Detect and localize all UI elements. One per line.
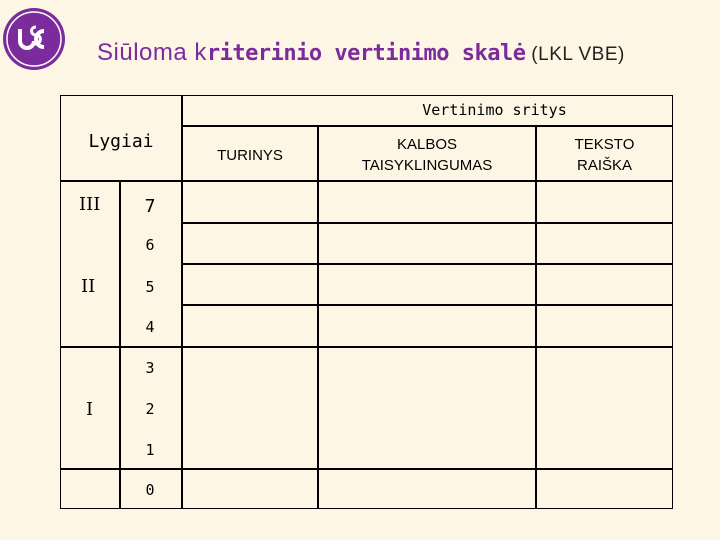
- grid-line: [181, 304, 672, 306]
- score-label: 3: [145, 359, 155, 377]
- score-label: 2: [145, 400, 155, 418]
- usc-logo-icon: [0, 5, 68, 73]
- levels-header: Lygiai: [88, 131, 154, 152]
- score-label: 7: [144, 196, 156, 217]
- level-label: III: [79, 194, 101, 215]
- column-header: KALBOS TAISYKLINGUMAS: [361, 136, 493, 174]
- column-header: TEKSTO RAIŠKA: [574, 136, 635, 174]
- title-part-3: (LKL VBE): [525, 44, 625, 65]
- level-label: I: [86, 399, 94, 420]
- grid-line: [181, 125, 672, 127]
- grid-line: [181, 263, 672, 265]
- header-group: Vertinimo sritys: [422, 101, 567, 119]
- column-header: TURINYS: [217, 147, 283, 164]
- grid-line: [317, 125, 319, 508]
- grid-line: [181, 222, 672, 224]
- level-label: II: [81, 276, 96, 297]
- score-label: 5: [145, 278, 155, 296]
- score-label: 6: [145, 236, 155, 254]
- score-label: 0: [145, 481, 155, 499]
- page-title: [97, 38, 625, 67]
- title-part-1: Siūloma k: [97, 39, 207, 66]
- grid-line: [119, 180, 121, 508]
- grid-line: [535, 125, 537, 508]
- logo: [0, 5, 68, 73]
- grid-line: [61, 468, 672, 470]
- grid-line: [61, 346, 672, 348]
- score-label: 1: [145, 441, 155, 459]
- grid-line: [61, 180, 672, 182]
- evaluation-table: [60, 95, 673, 509]
- score-label: 4: [145, 318, 155, 336]
- title-part-2: riterinio vertinimo skalė: [206, 41, 526, 66]
